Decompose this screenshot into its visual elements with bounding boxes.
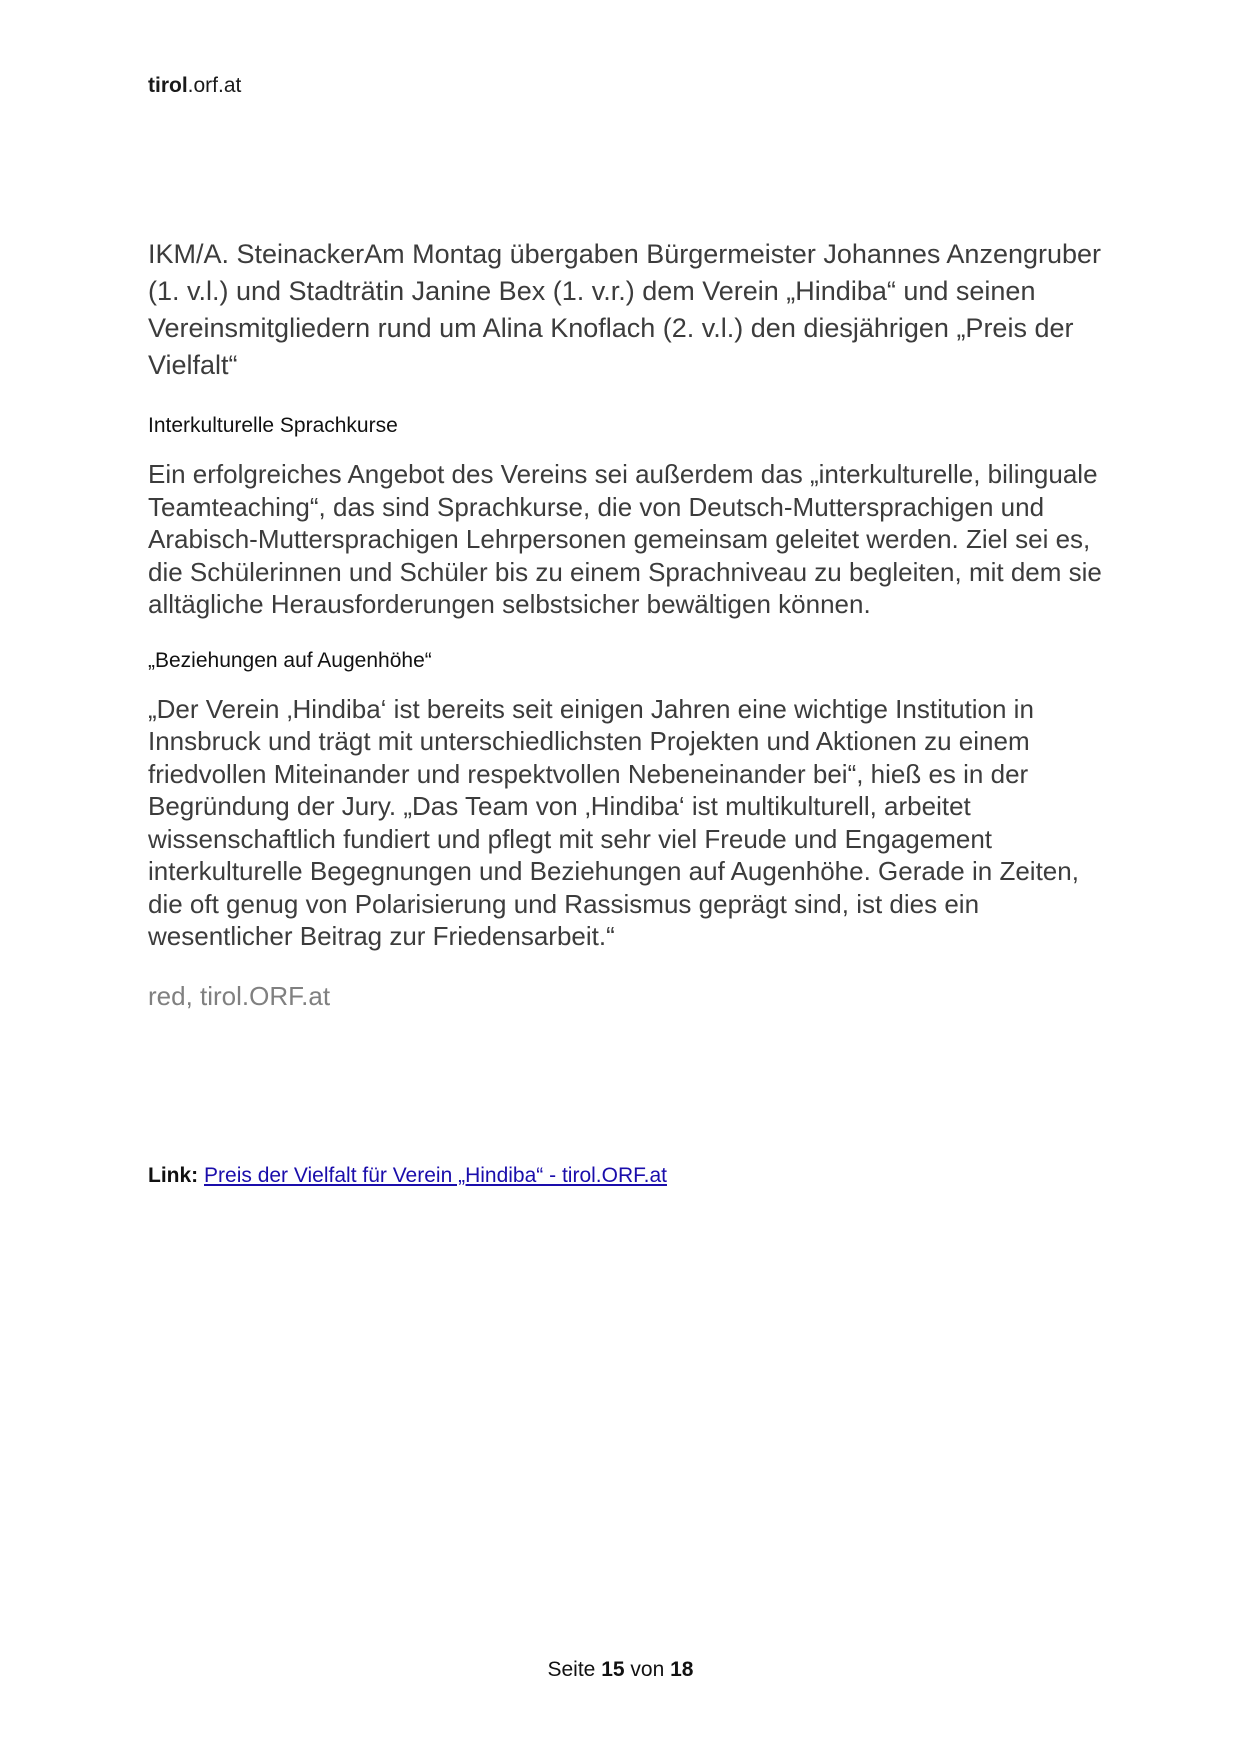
footer-prefix: Seite [547, 1658, 596, 1681]
source-link-line [148, 1164, 667, 1188]
footer-total-pages: 18 [670, 1658, 694, 1681]
image-caption: IKM/A. SteinackerAm Montag übergaben Bürgermeister Johannes Anzengruber (1. v.l.) und Stadträtin Janine Bex (1. v.r.) dem Verein „Hindiba“ und seinen Vereinsmitgliedern rund um Alina Knoflach (2. v.l.) den diesjährigen „Preis der Vielfalt“ [148, 239, 1102, 380]
footer-separator: von [630, 1658, 665, 1681]
section-text-augenhoehe: „Der Verein ‚Hindiba‘ ist bereits seit einigen Jahren eine wichtige Institution in Innsbruck und trägt mit unterschiedlichsten Projekten und Aktionen zu einem friedvollen Miteinander und respektvollen Nebeneinander bei“, hieß es in der Begründung der Jury. „Das Team von ‚Hindiba‘ ist multikulturell, arbeitet wissenschaftlich fundiert und pflegt mit sehr viel Freude und Engagement interkulturelle Begegnungen und Beziehungen auf Augenhöhe. Gerade in Zeiten, die oft genug von Polarisierung und Rassismus geprägt sind, ist dies ein wesentlicher Beitrag zur Friedensarbeit.“ [148, 693, 1079, 951]
page-footer [0, 1658, 1241, 1682]
section-heading-augenhoehe: „Beziehungen auf Augenhöhe“ [148, 648, 432, 672]
section-text-sprachkurse: Ein erfolgreiches Angebot des Vereins sei außerdem das „interkulturelle, bilinguale Teamteaching“, das sind Sprachkurse, die von Deutsch-Muttersprachigen und Arabisch-Muttersprachigen Lehrpersonen gemeinsam geleitet werden. Ziel sei es, die Schülerinnen und Schüler bis zu einem Sprachniveau zu begleiten, mit dem sie alltägliche Herausforderungen selbstsicher bewältigen können. [148, 459, 1102, 619]
source-link[interactable]: Preis der Vielfalt für Verein „Hindiba“ - tirol.ORF.at [204, 1164, 667, 1187]
link-label: Link: [148, 1164, 199, 1187]
page-header [148, 74, 241, 98]
article-credit: red, tirol.ORF.at [148, 980, 331, 1011]
section-heading-sprachkurse: Interkulturelle Sprachkurse [148, 414, 398, 437]
header-brand: tirol [148, 74, 188, 97]
article-content [148, 236, 1108, 1012]
footer-current-page: 15 [601, 1658, 625, 1681]
header-domain: .orf.at [187, 74, 242, 97]
